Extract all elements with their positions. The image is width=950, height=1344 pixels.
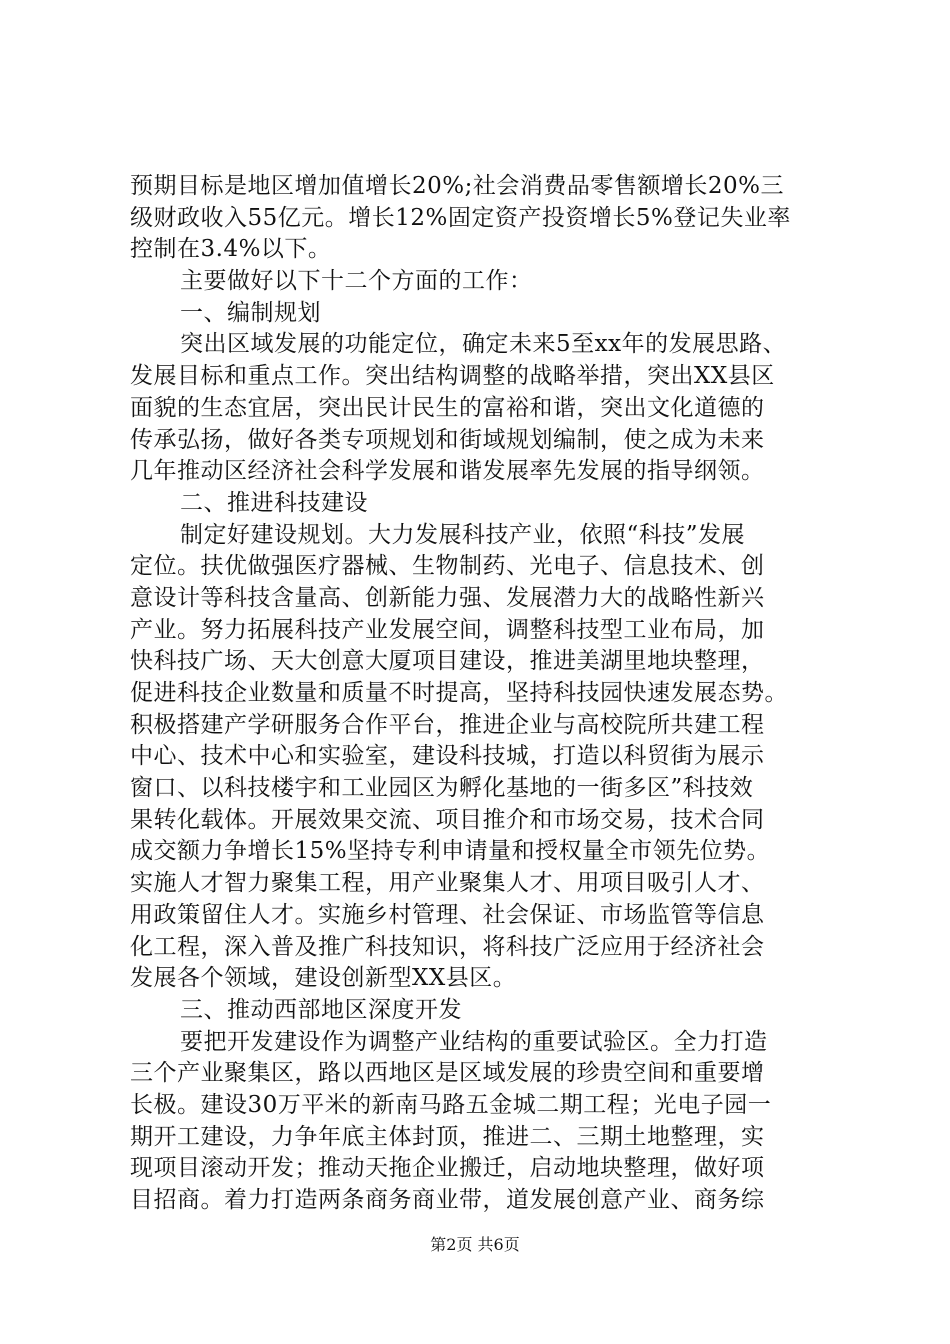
text-line: 预期目标是地区增加值增长20%;社会消费品零售额增长20%三 [130,173,784,199]
text-line: 积极搭建产学研服务合作平台，推进企业与高校院所共建工程 [130,711,765,738]
text-line: 定位。扶优做强医疗器械、生物制药、光电子、信息技术、创 [130,553,765,580]
text-line: 三个产业聚集区，路以西地区是区域发展的珍贵空间和重要增 [130,1060,765,1087]
text-line: 突出区域发展的功能定位，确定未来5至xx年的发展思路、 [180,331,787,358]
section-heading: 二、推进科技建设 [180,489,368,516]
text-line: 面貌的生态宜居，突出民计民生的富裕和谐，突出文化道德的 [130,394,765,421]
text-line: 主要做好以下十二个方面的工作： [180,268,533,295]
text-line: 目招商。着力打造两条商务商业带，道发展创意产业、商务综 [130,1187,765,1213]
text-line: 几年推动区经济社会科学发展和谐发展率先发展的指导纲领。 [130,458,765,485]
text-line: 传承弘扬，做好各类专项规划和街域规划编制，使之成为未来 [130,426,765,453]
text-line: 中心、技术中心和实验室，建设科技城，打造以科贸街为展示 [130,743,765,770]
document-body [130,171,850,1217]
text-line: 成交额力争增长15%坚持专利申请量和授权量全市领先位势。 [130,838,771,865]
section-heading: 三、推动西部地区深度开发 [180,996,462,1023]
text-line: 用政策留住人才。实施乡村管理、社会保证、市场监管等信息 [130,901,765,928]
text-line: 化工程，深入普及推广科技知识，将科技广泛应用于经济社会 [130,933,765,960]
section-heading: 一、编制规划 [180,299,321,326]
text-line: 窗口、以科技楼宇和工业园区为孵化基地的一街多区”科技效 [130,775,754,802]
text-line: 快科技广场、天大创意大厦项目建设，推进美湖里地块整理， [130,648,765,675]
text-line: 发展目标和重点工作。突出结构调整的战略举措，突出XX县区 [130,363,775,390]
text-line: 果转化载体。开展效果交流、项目推介和市场交易，技术合同 [130,806,765,833]
text-line: 级财政收入55亿元。增长12%固定资产投资增长5%登记失业率 [130,204,791,231]
text-line: 期开工建设，力争年底主体封顶，推进二、三期土地整理，实 [130,1123,765,1150]
text-line: 制定好建设规划。大力发展科技产业，依照“科技”发展 [180,521,746,548]
text-line: 现项目滚动开发；推动天拖企业搬迁，启动地块整理，做好项 [130,1155,765,1182]
text-line: 实施人才智力聚集工程，用产业聚集人才、用项目吸引人才、 [130,870,765,897]
text-line: 产业。努力拓展科技产业发展空间，调整科技型工业布局，加 [130,616,765,643]
text-line: 控制在3.4%以下。 [130,236,332,263]
page-indicator: 第2页 共6页 [430,1235,520,1254]
text-line: 促进科技企业数量和质量不时提高，坚持科技园快速发展态势。 [130,680,788,706]
text-line: 要把开发建设作为调整产业结构的重要试验区。全力打造 [180,1028,768,1055]
text-line: 长极。建设30万平米的新南马路五金城二期工程；光电子园一 [130,1091,772,1118]
text-line: 意设计等科技含量高、创新能力强、发展潜力大的战略性新兴 [130,584,765,611]
text-line: 发展各个领域，建设创新型XX县区。 [130,965,517,992]
